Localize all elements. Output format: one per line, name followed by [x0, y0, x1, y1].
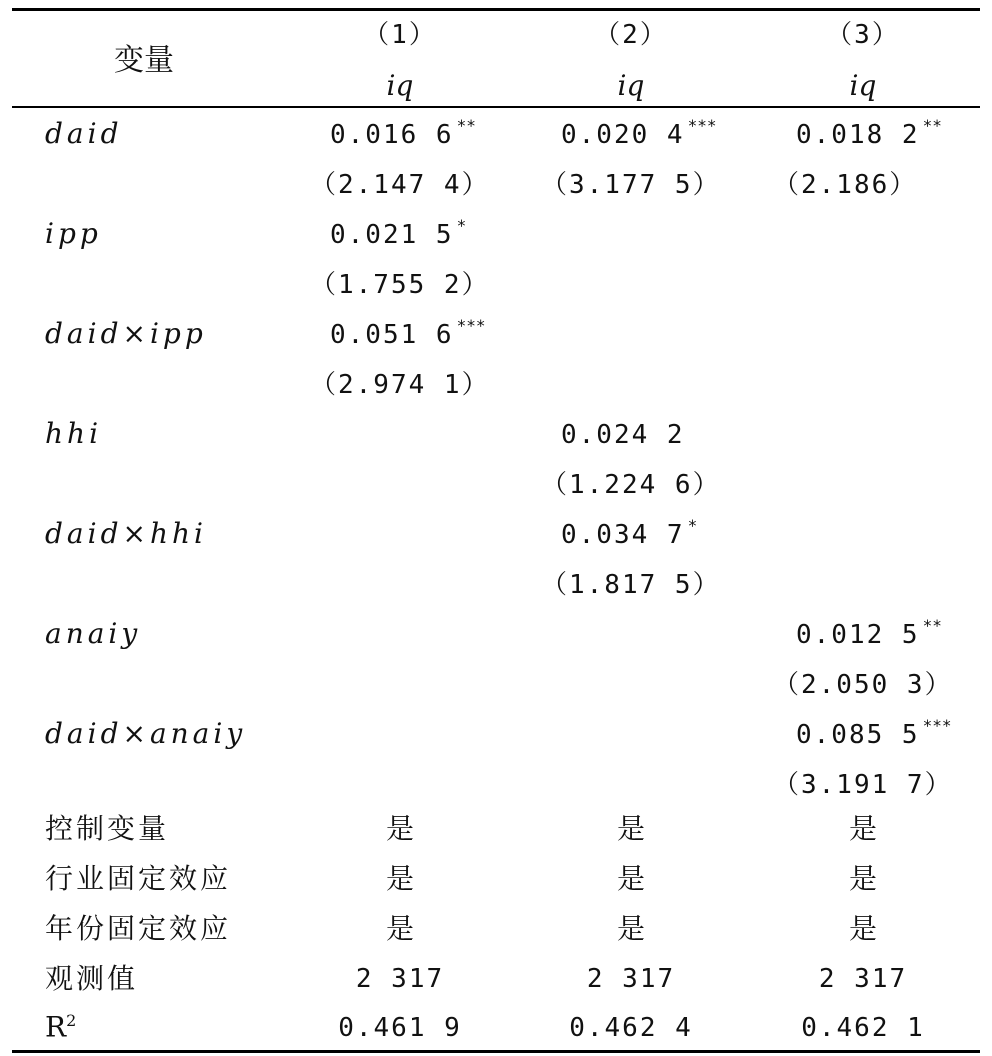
tstat-ipp-col1: （1.755 2） — [310, 270, 490, 300]
row-label-daid: daid — [45, 117, 123, 150]
controls-col2: 是 — [616, 812, 646, 845]
top-rule — [12, 8, 980, 11]
header-col1-dependent: iq — [386, 69, 414, 102]
tstat-daid-col3: （2.186） — [773, 170, 918, 200]
header-rule — [12, 106, 980, 108]
row-label-observations: 观测值 — [45, 962, 139, 995]
significance-stars: ** — [922, 116, 942, 135]
coef-daid-x-hhi-col2: 0.034 7 * — [561, 516, 698, 550]
coef-daid-x-anaiy-col3: 0.085 5 *** — [796, 716, 952, 750]
coef-anaiy-col3: 0.012 5 ** — [796, 616, 942, 650]
r-squared-col2: 0.462 4 — [569, 1013, 693, 1043]
tstat-daid-x-hhi-col2: （1.817 5） — [541, 570, 721, 600]
industry-fe-col1: 是 — [385, 862, 415, 895]
industry-fe-col3: 是 — [848, 862, 878, 895]
significance-stars: ** — [456, 116, 476, 135]
tstat-daid-col2: （3.177 5） — [541, 170, 721, 200]
tstat-hhi-col2: （1.224 6） — [541, 470, 721, 500]
controls-col1: 是 — [385, 812, 415, 845]
significance-stars: *** — [456, 316, 486, 335]
coef-daid-col3: 0.018 2 ** — [796, 116, 942, 150]
row-label-year-fe: 年份固定效应 — [45, 912, 232, 945]
row-label-hhi: hhi — [45, 417, 103, 450]
header-variable-label: 变量 — [114, 43, 174, 78]
row-label-r-squared: $R^2$ — [45, 1010, 77, 1044]
row-label-industry-fe: 行业固定效应 — [45, 862, 232, 895]
observations-col1: 2 317 — [355, 964, 445, 994]
tstat-daid-x-ipp-col1: （2.974 1） — [310, 370, 490, 400]
r-squared-col1: 0.461 9 — [338, 1013, 462, 1043]
industry-fe-col2: 是 — [616, 862, 646, 895]
header-col3-dependent: iq — [849, 69, 877, 102]
controls-col3: 是 — [848, 812, 878, 845]
coef-daid-col2: 0.020 4 *** — [561, 116, 717, 150]
year-fe-col3: 是 — [848, 912, 878, 945]
year-fe-col1: 是 — [385, 912, 415, 945]
coef-hhi-col2: 0.024 2 — [561, 420, 685, 450]
coef-daid-x-ipp-col1: 0.051 6 *** — [330, 316, 486, 350]
header-col2-number: （2） — [594, 20, 668, 50]
row-label-daid-x-anaiy: daid×anaiy — [45, 717, 247, 750]
r-squared-col3: 0.462 1 — [801, 1013, 925, 1043]
significance-stars: * — [456, 216, 467, 235]
coef-daid-col1: 0.016 6 ** — [330, 116, 476, 150]
row-label-anaiy: anaiy — [45, 617, 142, 650]
significance-stars: * — [687, 516, 698, 535]
row-label-daid-x-ipp: daid×ipp — [45, 317, 207, 350]
row-label-daid-x-hhi: daid×hhi — [45, 517, 207, 550]
header-col2-dependent: iq — [617, 69, 645, 102]
significance-stars: *** — [687, 116, 717, 135]
coef-ipp-col1: 0.021 5 * — [330, 216, 467, 250]
observations-col3: 2 317 — [818, 964, 908, 994]
row-label-ipp: ipp — [45, 217, 102, 250]
significance-stars: *** — [922, 716, 952, 735]
tstat-daid-col1: （2.147 4） — [310, 170, 490, 200]
header-col1-number: （1） — [363, 20, 437, 50]
tstat-daid-x-anaiy-col3: （3.191 7） — [773, 770, 953, 800]
bottom-rule — [12, 1050, 980, 1053]
observations-col2: 2 317 — [586, 964, 676, 994]
row-label-controls: 控制变量 — [45, 812, 170, 845]
tstat-anaiy-col3: （2.050 3） — [773, 670, 953, 700]
significance-stars: ** — [922, 616, 942, 635]
year-fe-col2: 是 — [616, 912, 646, 945]
header-col3-number: （3） — [826, 20, 900, 50]
